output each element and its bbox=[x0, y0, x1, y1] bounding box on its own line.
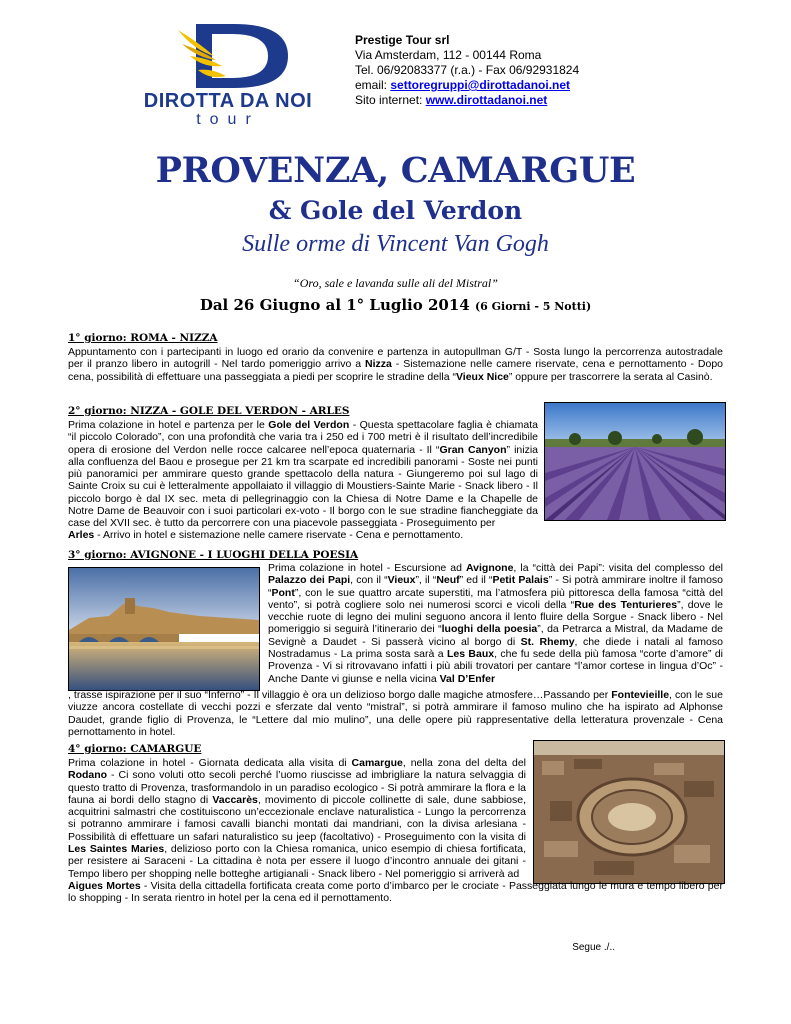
day3-t6: ” - Si potrà ammirare inoltre il famoso “ bbox=[268, 574, 724, 599]
day3-t12: , trasse ispirazione per il suo “Inferno” - Il villaggio è ora un delizioso borgo dalle magiche atmosfere…Passando per bbox=[68, 689, 612, 701]
day3-heading: 3° giorno: AVIGNONE - I LUOGHI DELLA POESIA bbox=[68, 549, 359, 561]
subtitle: Sulle orme di Vincent Van Gogh bbox=[242, 231, 549, 257]
logo-d-mark-icon bbox=[138, 20, 318, 92]
company-name: Prestige Tour srl bbox=[355, 33, 450, 47]
day4-b1: Camargue bbox=[351, 757, 403, 769]
day3-b5: Petit Palais bbox=[492, 574, 549, 587]
company-info bbox=[355, 33, 655, 108]
day2-text-end bbox=[68, 529, 723, 541]
day3-t13: , con le sue viuzze ancora costellate di vecchi pozzi e sferzate dal vento “mistral”, si potrà ammirare il famoso mulino che ha ispirato ad Alphonse Daudet, grande figlio di Provenza, le “Lettere dal mio mulino”, una delle opere più rappresentative della letteratura provenzale - Cena pernottamento in hotel. bbox=[68, 689, 723, 738]
dates-text: Dal 26 Giugno al 1° Luglio 2014 bbox=[199, 296, 475, 314]
day4-t6: - Visita della cittadella fortificata creata come porto d’imbarco per le crociate - Passeggiata lungo le mura e tempo libero per lo shopping - In serata rientro in hotel per la cena ed il pernottamento. bbox=[68, 880, 723, 905]
day3-text-end bbox=[68, 689, 723, 738]
trip-dates bbox=[0, 296, 791, 314]
day3-t1: Prima colazione in hotel - Escursione ad bbox=[268, 562, 466, 574]
day2-t1: Prima colazione in hotel e partenza per le bbox=[68, 419, 269, 431]
day4-heading: 4° giorno: CAMARGUE bbox=[68, 743, 202, 755]
day4-text bbox=[68, 757, 526, 880]
arles-arena-photo bbox=[533, 740, 725, 884]
day3-b3: Vieux bbox=[387, 574, 416, 587]
second-title: & Gole del Verdon bbox=[268, 196, 523, 225]
main-title: PROVENZA, CAMARGUE bbox=[155, 150, 636, 191]
day3-text bbox=[268, 562, 723, 685]
day1-text bbox=[68, 346, 723, 383]
day4-b4: Les Saintes Maries bbox=[68, 843, 165, 856]
logo-sub-text: tour bbox=[196, 111, 260, 128]
day3-b4: Neuf bbox=[436, 574, 460, 587]
day2-t2: - Questa spettacolare faglia è chiamata “il piccolo Colorado”, con una profondità che varia tra i 250 ed i 700 metri è il risultato dell’incredibile opera di erosione del Verdon nelle rocce calcaree nell’epoca quaternaria - Il “ bbox=[68, 419, 538, 456]
day4-t3: - Ci sono voluti otto secoli perché l’uomo riuscisse ad imbrigliare la natura selvaggia di questo tratto di Provenza, trasformandolo in un paradiso ecologico - Si potrà ammirare la flora e la fauna ai bordi dello stagno di bbox=[68, 769, 526, 806]
day4-b2: Rodano bbox=[68, 769, 108, 782]
website-link[interactable]: www.dirottadanoi.net bbox=[425, 93, 548, 107]
day2-b1: Gole del Verdon bbox=[268, 419, 350, 431]
day4-t1: Prima colazione in hotel - Giornata dedicata alla visita di bbox=[68, 757, 352, 769]
logo-brand-text: DIROTTA DA NOI bbox=[143, 90, 313, 112]
company-phone: Tel. 06/92083377 (r.a.) - Fax 06/92931824 bbox=[355, 63, 580, 77]
day2-b3: Arles bbox=[68, 529, 95, 541]
day3-b1: Avignone bbox=[465, 562, 514, 574]
day4-t2: , nella zona del delta del bbox=[402, 757, 526, 769]
email-label: email: bbox=[355, 78, 391, 92]
company-logo bbox=[138, 20, 318, 128]
day4-t5: , delizioso porto con la Chiesa romanica, unico esempio di chiesa fortificata, per resistere ai Saraceni - La cittadina è nota per essere il luogo d’incontro annuale dei gitani - Tempo libero per shopping nelle botteghe artigianali - Snack libero - Nel pomeriggio si arriverà ad bbox=[68, 843, 527, 880]
day2-text bbox=[68, 419, 538, 530]
day3-t2: , la “città dei Papi”: visita del complesso del bbox=[513, 562, 723, 574]
day3-b6: Pont bbox=[271, 586, 295, 599]
day3-b9: St. Rhemy bbox=[520, 635, 575, 648]
day2-heading: 2° giorno: NIZZA - GOLE DEL VERDON - ARLES bbox=[68, 405, 350, 417]
day3-t7: ”, con le sue quattro arcate superstiti, ma l’atmosfera più pittoresca della famosa “città del vento”, si potrà cogliere solo nei numerosi scorci e vicoli della “ bbox=[268, 586, 723, 611]
day2-t4: - Arrivo in hotel e sistemazione nelle camere riservate - Cena e pernottamento. bbox=[94, 529, 464, 541]
continue-footer: Segue ./.. bbox=[572, 942, 615, 953]
day3-b10: Les Baux bbox=[446, 648, 495, 661]
lavender-field-photo bbox=[544, 402, 726, 521]
day2-t3: ” inizia alla confluenza del Baou e prosegue per 21 km tra scarpate ed incredibili panorami - Soste nei punti più panoramici per ammirare questo grande spettacolo della natura - Giungeremo poi sul lago di Sainte Croix su cui è letteralmente appollaiato il villaggio di Moustiers-Sainte Marie - Snack libero - Il piccolo borgo è dal IX sec. meta di pellegrinaggio con la Chiesa di Notre Dame e la Chapelle de Notre Dame de Beauvoir con i suoi particolari ex-voto - Il borgo con le sue stradine fiancheggiate da case del XVII sec. è tutto da percorrere con una piacevole passeggiata - Proseguimento per bbox=[68, 443, 538, 530]
tagline-quote: “Oro, sale e lavanda sulle ali del Mistral” bbox=[293, 276, 498, 290]
day3-t8: ”, dove le vecchie ruote di legno dei mulini seguono ancora il lento fluire della Sorgue - Snack libero - Nel pomeriggio si seguirà l’itinerario dei “ bbox=[268, 598, 724, 636]
day4-t4: , movimento di piccole collinette di sale, dune sabbiose, acquitrini salmastri che costituiscono un’eccezionale enclave naturalistica - Lungo la percorrenza si potranno ammirare i famosi cavalli bianchi montati dai mandriani, con la divisa arlesiana - Possibilità di effettuare un safari naturalistico su jeep (facoltativo) - Proseguimento con la visita di bbox=[68, 793, 527, 843]
company-address: Via Amsterdam, 112 - 00144 Roma bbox=[355, 48, 542, 62]
day3-t11: , che fu sede della più famosa “corte d’amore” di Provenza - Vi si ritrovavano infatti i più abili trovatori per cantare “l’amor cortese in lingua d’Oc” - Anche Dante vi giunse e nella vicina bbox=[268, 648, 724, 685]
site-label: Sito internet: bbox=[355, 93, 426, 107]
day3-b11: Val D’Enfer bbox=[439, 672, 496, 685]
day4-b3: Vaccarès bbox=[212, 793, 258, 806]
day1-t3: ” oppure per trascorrere la serata al Casinò. bbox=[508, 370, 713, 383]
day3-b8: luoghi della poesia bbox=[441, 623, 538, 636]
day3-b2: Palazzo dei Papi bbox=[268, 574, 351, 587]
day1-t2: - Sistemazione nelle camere riservate, cena e pernottamento - Dopo cena, possibilità di effettuare una passeggiata a piedi per scoprire le stradine della “ bbox=[68, 358, 723, 383]
day4-b5: Aigues Mortes bbox=[68, 880, 141, 892]
day3-b7: Rue des Tenturieres bbox=[574, 598, 678, 611]
day3-t10: , che diede i natali al famoso Nostradamus - La prima sosta sarà a bbox=[268, 635, 723, 661]
company-email-line bbox=[355, 78, 655, 93]
day2-b2: Gran Canyon bbox=[439, 443, 507, 456]
day3-b12: Fontevieille bbox=[611, 689, 670, 701]
avignon-photo bbox=[68, 567, 260, 691]
day3-t5: ” ed il “ bbox=[459, 574, 493, 587]
day3-t3: , con il “ bbox=[350, 574, 388, 587]
email-link[interactable]: settoregruppi@dirottadanoi.net bbox=[390, 78, 571, 92]
day1-t1: Appuntamento con i partecipanti in luogo ed orario da convenire e partenza in autopullman G/T - Sosta lungo la percorrenza autostradale per il pranzo libero in autogrill - Nel tardo pomeriggio arrivo a bbox=[68, 346, 723, 371]
duration-text: (6 Giorni - 5 Notti) bbox=[474, 300, 592, 313]
company-site-line bbox=[355, 93, 655, 108]
day4-text-end bbox=[68, 880, 723, 905]
day1-heading: 1° giorno: ROMA - NIZZA bbox=[68, 332, 218, 344]
day1-b2: Vieux Nice bbox=[455, 370, 509, 383]
day1-b1: Nizza bbox=[365, 358, 392, 371]
day3-t9: ”, da Petrarca a Mistral, da Madame de Sevignè a Daudet - Si passerà vicino al borgo di bbox=[268, 623, 723, 648]
day3-t4: ”, il “ bbox=[415, 574, 437, 587]
